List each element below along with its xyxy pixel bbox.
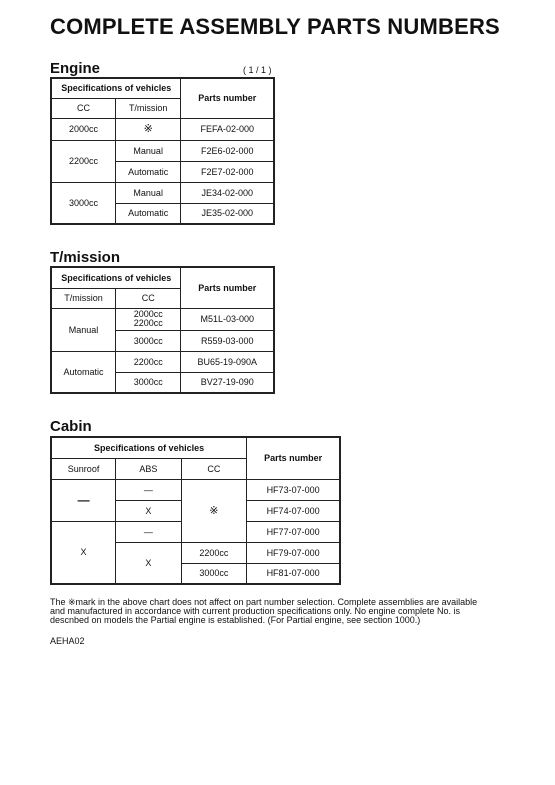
engine-tm-cell: ※ bbox=[115, 118, 181, 140]
cabin-abs-cell: X bbox=[116, 500, 181, 521]
tmission-tm-cell: Automatic bbox=[51, 351, 116, 393]
tmission-cc-cell: 2200cc bbox=[116, 351, 181, 372]
cabin-heading: Cabin bbox=[50, 418, 92, 435]
footnote bbox=[50, 598, 510, 625]
engine-tm-cell: Manual bbox=[115, 140, 181, 161]
cabin-abs-cell: — bbox=[116, 521, 181, 542]
tmission-part-cell: BV27-19-090 bbox=[181, 372, 274, 393]
engine-part-cell: JE35-02-000 bbox=[181, 203, 274, 224]
tmission-heading: T/mission bbox=[50, 249, 121, 266]
cabin-parts-header: Parts number bbox=[247, 437, 340, 479]
engine-heading: Engine bbox=[50, 60, 101, 77]
cabin-part-cell: HF77-07-000 bbox=[247, 521, 340, 542]
cabin-table bbox=[50, 436, 341, 585]
engine-cc-cell: 2200cc bbox=[51, 140, 115, 182]
cabin-cc-cell: 3000cc bbox=[181, 563, 247, 584]
tmission-parts-header: Parts number bbox=[181, 267, 274, 308]
engine-part-cell: JE34-02-000 bbox=[181, 182, 274, 203]
footnote-line: The ※mark in the above chart does not affect on part number selection. Complete assemblies are available bbox=[50, 597, 478, 607]
tmission-part-cell: M51L-03-000 bbox=[181, 308, 274, 330]
engine-tm-cell: Automatic bbox=[115, 203, 181, 224]
cabin-part-cell: HF81-07-000 bbox=[247, 563, 340, 584]
engine-tm-cell: Manual bbox=[115, 182, 181, 203]
document-code: AEHA02 bbox=[50, 636, 85, 646]
cabin-col-abs: ABS bbox=[116, 458, 181, 479]
cabin-spec-header: Specifications of vehicles bbox=[51, 437, 247, 458]
engine-cc-cell: 3000cc bbox=[51, 182, 115, 224]
footnote-line: descnbed on models the Partial engine is established. (For Partial engine, see section 1000.) bbox=[50, 615, 421, 625]
tmission-cc-cell: 3000cc bbox=[116, 330, 181, 351]
page-number: ( 1 / 1 ) bbox=[243, 65, 272, 75]
tmission-spec-header: Specifications of vehicles bbox=[51, 267, 181, 288]
tmission-cc-cell: 3000cc bbox=[116, 372, 181, 393]
footnote-line: and manufactured in accordance with current production specifications only. No engine complete No. is bbox=[50, 606, 461, 616]
page-title: COMPLETE ASSEMBLY PARTS NUMBERS bbox=[50, 14, 500, 39]
tmission-part-cell: R559-03-000 bbox=[181, 330, 274, 351]
engine-tm-cell: Automatic bbox=[115, 161, 181, 182]
engine-parts-header: Parts number bbox=[181, 78, 274, 118]
engine-col-tmission: T/mission bbox=[115, 98, 181, 118]
cabin-abs-cell: — bbox=[116, 479, 181, 500]
engine-col-cc: CC bbox=[51, 98, 115, 118]
engine-part-cell: F2E7-02-000 bbox=[181, 161, 274, 182]
engine-cc-cell: 2000cc bbox=[51, 118, 115, 140]
tmission-part-cell: BU65-19-090A bbox=[181, 351, 274, 372]
tmission-cc-line: 2200cc bbox=[133, 318, 163, 328]
cabin-sunroof-cell: X bbox=[51, 521, 116, 584]
cabin-part-cell: HF79-07-000 bbox=[247, 542, 340, 563]
cabin-col-cc: CC bbox=[181, 458, 247, 479]
tmission-col-cc: CC bbox=[116, 288, 181, 308]
engine-spec-header: Specifications of vehicles bbox=[51, 78, 181, 98]
cabin-abs-cell: X bbox=[116, 542, 181, 584]
cabin-part-cell: HF73-07-000 bbox=[247, 479, 340, 500]
tmission-table bbox=[50, 266, 275, 394]
tmission-col-tmission: T/mission bbox=[51, 288, 116, 308]
cabin-sunroof-cell: — bbox=[51, 479, 116, 521]
cabin-col-sunroof: Sunroof bbox=[51, 458, 116, 479]
tmission-cc-line: 2000cc bbox=[133, 309, 163, 319]
engine-part-cell: FEFA-02-000 bbox=[181, 118, 274, 140]
cabin-part-cell: HF74-07-000 bbox=[247, 500, 340, 521]
tmission-tm-cell: Manual bbox=[51, 308, 116, 351]
engine-part-cell: F2E6-02-000 bbox=[181, 140, 274, 161]
cabin-cc-cell: ※ bbox=[181, 479, 247, 542]
tmission-cc-cell bbox=[116, 308, 181, 330]
engine-table bbox=[50, 77, 275, 225]
cabin-cc-cell: 2200cc bbox=[181, 542, 247, 563]
